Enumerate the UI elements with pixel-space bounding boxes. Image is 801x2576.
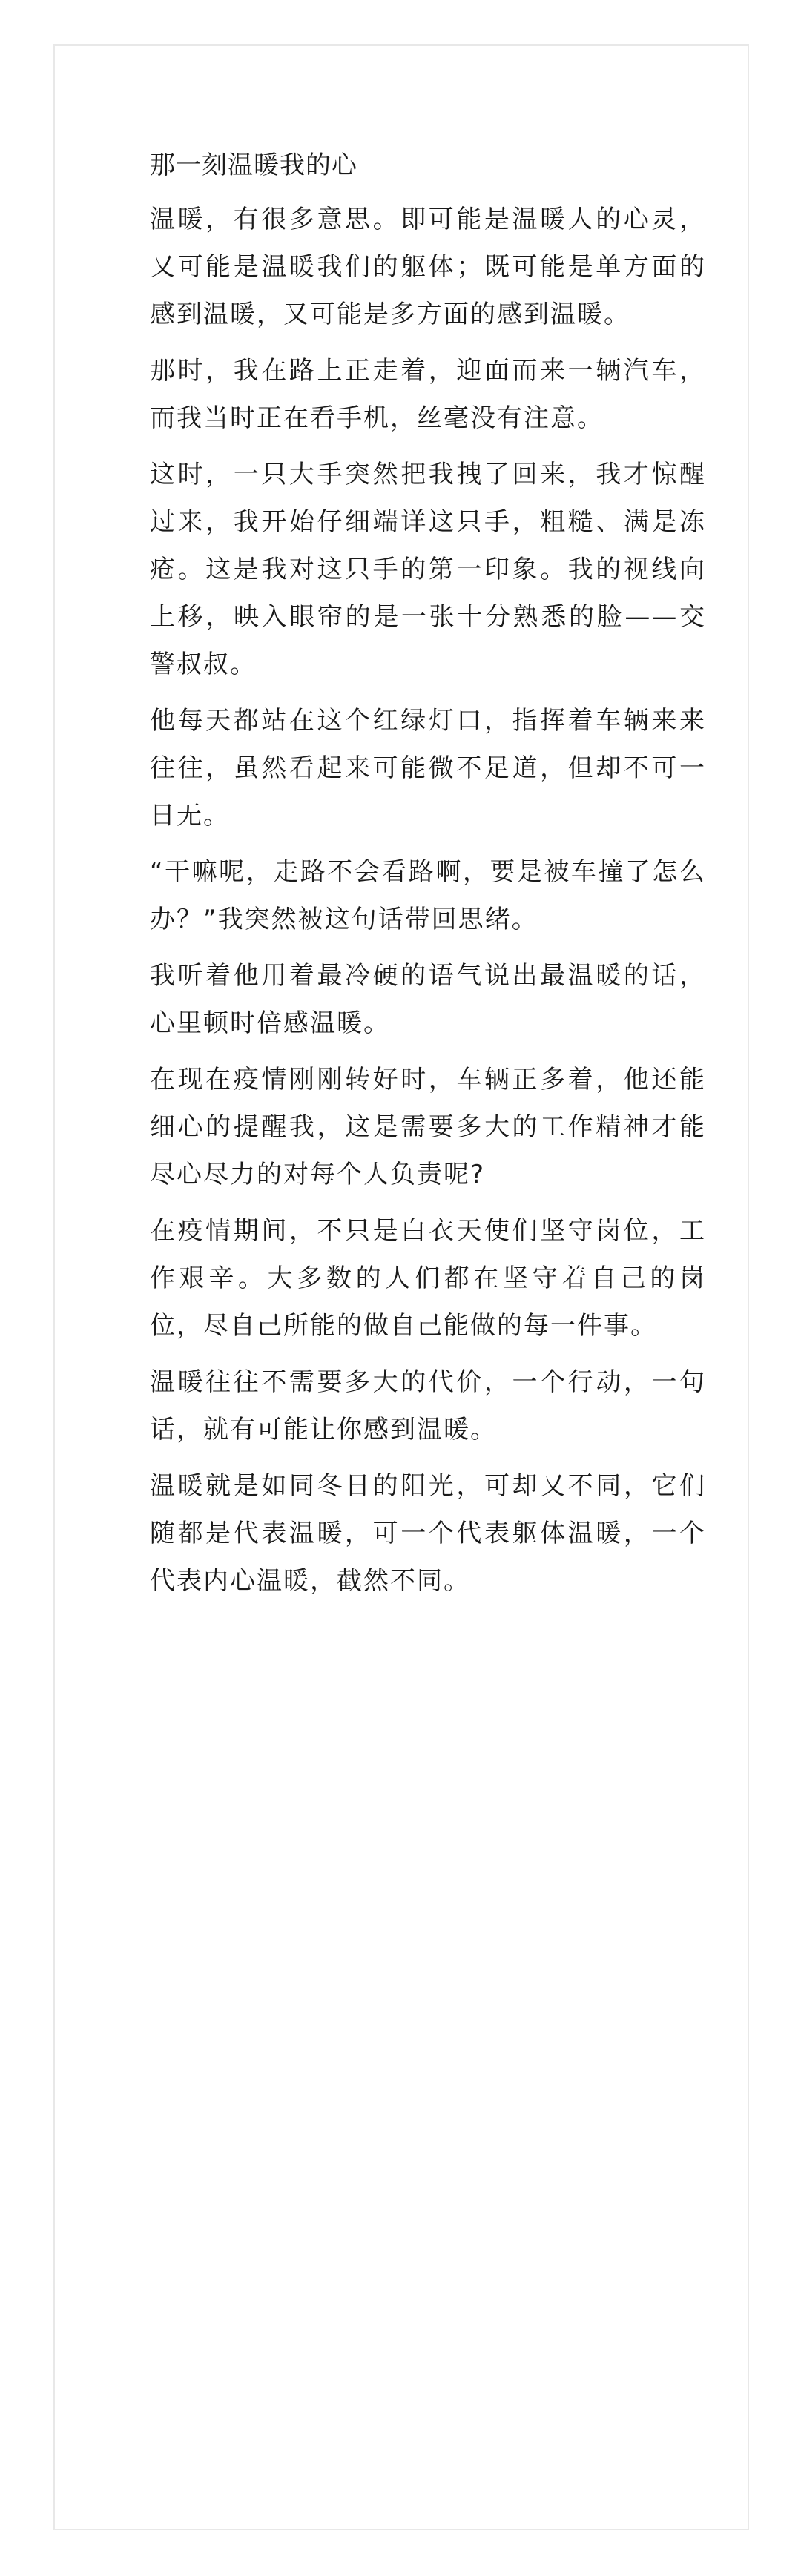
paragraph: 在疫情期间，不只是白衣天使们坚守岗位，工作艰辛。大多数的人们都在坚守着自己的岗位，尽自己所能的做自己能做的每一件事。 xyxy=(150,1216,706,1341)
paragraph: 温暖往往不需要多大的代价，一个行动，一句话，就有可能让你感到温暖。 xyxy=(150,1367,706,1444)
article-title: 那一刻温暖我的心 xyxy=(150,151,357,180)
paragraph: 他每天都站在这个红绿灯口，指挥着车辆来来往往，虽然看起来可能微不足道，但却不可一日无。 xyxy=(150,706,706,830)
paragraph: 温暖，有很多意思。即可能是温暖人的心灵，又可能是温暖我们的躯体；既可能是单方面的感到温暖，又可能是多方面的感到温暖。 xyxy=(150,205,706,329)
paragraph: 那时，我在路上正走着，迎面而来一辆汽车，而我当时正在看手机，丝毫没有注意。 xyxy=(150,356,706,433)
article-body xyxy=(150,142,706,1614)
paragraph: 温暖就是如同冬日的阳光，可却又不同，它们随都是代表温暖，可一个代表躯体温暖，一个代表内心温暖，截然不同。 xyxy=(150,1471,706,1596)
article-card xyxy=(53,44,749,2530)
paragraph: 在现在疫情刚刚转好时，车辆正多着，他还能细心的提醒我，这是需要多大的工作精神才能尽心尽力的对每个人负责呢? xyxy=(150,1065,706,1189)
paragraph: 这时，一只大手突然把我拽了回来，我才惊醒过来，我开始仔细端详这只手，粗糙、满是冻疮。这是我对这只手的第一印象。我的视线向上移，映入眼帘的是一张十分熟悉的脸——交警叔叔。 xyxy=(150,460,706,679)
paragraph: “干嘛呢，走路不会看路啊，要是被车撞了怎么办？”我突然被这句话带回思绪。 xyxy=(150,857,706,934)
paragraph: 我听着他用着最冷硬的语气说出最温暖的话，心里顿时倍感温暖。 xyxy=(150,961,706,1038)
